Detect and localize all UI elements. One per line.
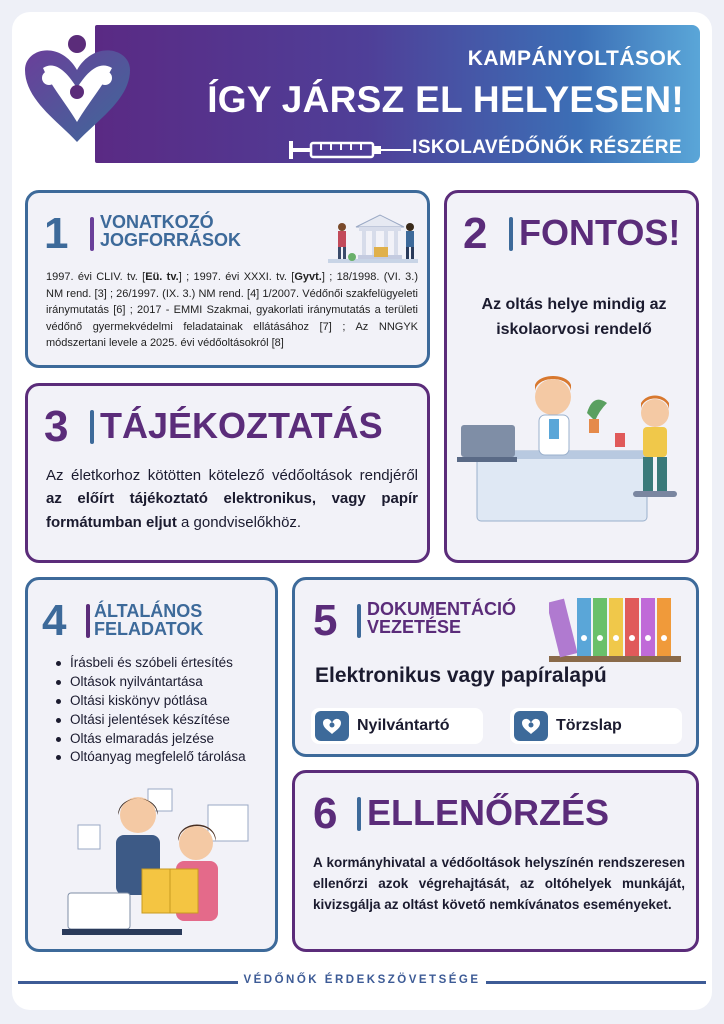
card-documentation [292,577,699,757]
heading-divider [90,217,94,251]
doctor-child-illustration-icon [457,373,687,548]
card-heading: TÁJÉKOZTATÁS [100,405,383,446]
inspection-text: A kormányhivatal a védőoltások helyszínén rendszeresen ellenőrzi azok végrehajtását, az oltóhelyek munkáját, kivizsgálja az oltást követő nemkívánatos eseményeket. [313,855,685,912]
heading-divider [357,604,361,638]
pill-label: Nyilvántartó [357,717,450,734]
header-banner [95,25,700,163]
heading-divider [90,410,94,444]
heading-line-2: FELADATOK [94,619,204,639]
card-heading: ELLENŐRZÉS [367,792,610,833]
master-record-logo-icon [514,711,548,741]
card-information [25,383,430,563]
poster-header [15,10,700,168]
list-item: Oltási jelentések készítése [56,711,271,730]
footer-organization: VÉDŐNŐK ÉRDEKSZÖVETSÉGE [243,974,481,986]
heading-divider [86,604,90,638]
heading-line-2: JOGFORRÁSOK [100,230,242,250]
list-item: Oltási kiskönyv pótlása [56,692,271,711]
important-text: Az oltás helye mindig az iskolaorvosi rendelő [481,296,667,338]
card-heading: FONTOS! [519,212,681,253]
card-number: 6 [313,789,338,838]
task-list [56,654,271,767]
list-item: Oltások nyilvántartása [56,673,271,692]
list-item: Oltás elmaradás jelzése [56,730,271,749]
card-heading [367,600,516,636]
documentation-lead: Elektronikus vagy papíralapú [315,664,607,687]
card-number: 3 [44,402,69,451]
header-subtitle: ISKOLAVÉDŐNŐK RÉSZÉRE [412,137,682,158]
card-general-tasks [25,577,278,952]
card-inspection [292,770,699,952]
information-text: Az életkorhoz kötötten kötelező védőoltások rendjéről az előírt tájékoztató elektronikus, vagy papír formátumban eljut a gondviselőkhöz. [46,467,418,531]
header-kicker: KAMPÁNYOLTÁSOK [467,47,682,70]
two-women-reading-illustration-icon [58,785,253,945]
heart-people-logo-icon [15,30,140,150]
courthouse-illustration-icon [328,207,418,269]
list-item: Írásbeli és szóbeli értesítés [56,654,271,673]
registry-logo-icon [315,711,349,741]
heading-divider [357,797,361,831]
card-heading [94,602,203,638]
card-number: 5 [313,596,338,645]
master-record-pill [510,708,682,744]
syringe-icon [285,135,415,165]
card-important [444,190,699,563]
card-heading [100,213,241,249]
heading-line-2: VEZETÉSE [367,617,462,637]
card-number: 2 [463,209,488,258]
card-legal-sources [25,190,430,368]
card-number: 1 [44,209,69,258]
pill-label: Törzslap [556,717,622,734]
legal-sources-text: 1997. évi CLIV. tv. [Eü. tv.] ; 1997. évi XXXI. tv. [Gyvt.] ; 18/1998. (VI. 3.) NM rend. [3] ; 26/1997. (IX. 3.) NM rend. [4] 1/2007. Védőnői szakfelügyeleti iránymutatás [6] ; 2017 - EMMI Szakmai, gyakorlati iránymutatás a területi védőnő gyermekvédelmi feladatainak ellátásához [7] ; Az NNGYK módszertani levele a 2025. évi védőoltásokról [8] [46,271,418,349]
list-item: Oltóanyag megfelelő tárolása [56,748,271,767]
heading-line-1: ÁLTALÁNOS [94,601,203,621]
heading-divider [509,217,513,251]
heading-line-1: VONATKOZÓ [100,212,214,232]
binders-illustration-icon [549,594,681,662]
card-number: 4 [42,596,67,645]
header-title: ÍGY JÁRSZ EL HELYESEN! [207,79,684,120]
registry-pill [311,708,483,744]
heading-line-1: DOKUMENTÁCIÓ [367,599,516,619]
